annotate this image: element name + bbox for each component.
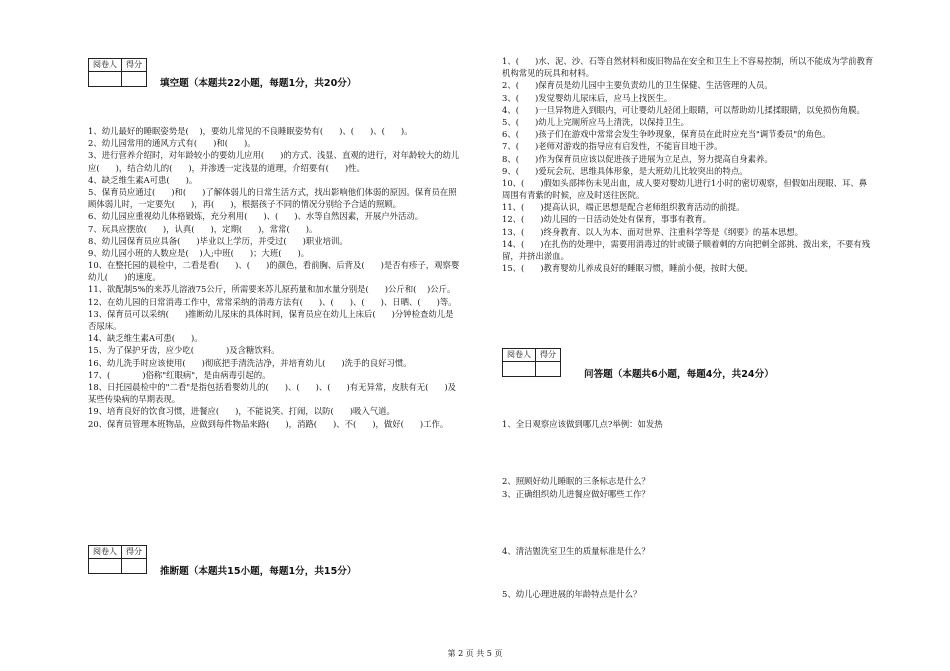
score-points-cell — [122, 558, 147, 573]
question-item: 3、进行营养介绍时，对年龄较小的要幼儿应用( )的方式、浅显、直观的进行，对年龄较大的幼儿应( )，结合幼儿的( )，并渗透一定浅显的道理，介绍要有( )性。 — [88, 150, 460, 173]
question-item: 5、保育员应通过( )和( )了解体弱儿的日常生活方式，找出影响他们体弱的原因。保育员在照顾体弱儿时，一定要先( )，再( )，根据孩子不同的情况分别给予合适的照顾。 — [88, 186, 457, 210]
score-points-label: 得分 — [536, 349, 561, 362]
qa-question-5: 5、幼儿心理进展的年龄特点是什么？ — [502, 589, 642, 599]
question-item: 2、( )保育员是幼儿园中主要负责幼儿的卫生保健、生活管理的人员。 — [502, 80, 773, 91]
question-item: 20、保育员管理本班物品，应做到每件物品来路( )，消路( )、不( )，做好( )工作。 — [88, 418, 449, 429]
score-box-fill — [88, 58, 147, 87]
question-item: 14、缺乏维生素A可患( )。 — [88, 333, 203, 344]
question-item: 9、幼儿园小班的人数应是( )人;中班( )；大班( )。 — [88, 247, 310, 258]
question-item: 17、( )俗称"红眼病"，是由病毒引起的。 — [88, 369, 271, 380]
qa-question-3: 3、正确组织幼儿进餐应做好哪些工作？ — [502, 489, 650, 499]
score-reviewer-cell — [503, 361, 536, 376]
question-item: 10、在整托园的晨检中，二看是看( )、( )的颜色，看前胸、后背及( )是否有疹子，观察婴幼儿( )的速度。 — [88, 260, 460, 283]
section-title-fill: 填空题（本题共22小题，每题1分，共20分） — [160, 78, 357, 89]
question-item: 7、玩具应摆放( )，认真( )，定期( )，常常( )。 — [88, 223, 318, 234]
question-item: 6、幼儿园应重视幼儿体格锻炼，充分利用( )、( )、水等自然因素，开展户外活动。 — [88, 211, 424, 222]
qa-question-1: 1、全日观察应该做到哪几点?举例：如发热 — [502, 419, 663, 429]
question-item: 13、保育员可以采纳( )推断幼儿尿床的具体时间，保育员应在幼儿上床后( )分钟检查幼儿是否尿床。 — [88, 308, 454, 331]
score-reviewer-label: 阅卷人 — [89, 546, 122, 559]
score-points-label: 得分 — [122, 546, 147, 559]
question-item: 15、为了保护牙齿，应少吃( )及含糖饮料。 — [88, 345, 280, 356]
score-reviewer-label: 阅卷人 — [503, 349, 536, 362]
question-item: 11、欲配制5%的来苏儿溶液75公斤，所需要来苏儿原药量和加水量分别是( )公斤和( )公斤。 — [88, 284, 456, 295]
question-item: 18、日托园晨检中的"二看"是指包括看婴幼儿的( )、( )、( )有无异常，皮肤有无( )及某些传染病的早期表现。 — [88, 381, 457, 405]
question-item: 10、( )假如头部摔伤未见出血，成人要对婴幼儿进行1小时的密切观察，但假如出现眼、耳、鼻周围有青紫的时候，应及时送往医院。 — [502, 177, 868, 201]
judge-question-list — [502, 55, 874, 274]
fill-question-list — [88, 125, 460, 430]
question-item: 5、( )幼儿上完厕所应马上清洗，以保持卫生。 — [502, 116, 689, 127]
qa-question-2: 2、照顾好幼儿睡眠的三条标志是什么？ — [502, 476, 650, 486]
question-item: 19、培育良好的饮食习惯，进餐应( )，不能说笑、打闹，以防( )吸入气道。 — [88, 406, 395, 417]
question-item: 9、( )爱玩会玩、思维具体形象，是大班幼儿比较突出的特点。 — [502, 165, 748, 176]
question-item: 13、( )终身教育、以人为本、面对世界、注重科学等是《纲要》的基本思想。 — [502, 226, 804, 237]
question-item: 4、缺乏维生素A可患( )。 — [88, 174, 198, 185]
question-item: 7、( )老师对游戏的指导应有启发性，不能盲目地干涉。 — [502, 141, 723, 152]
score-points-cell — [122, 71, 147, 86]
question-item: 15、( )教育婴幼儿养成良好的睡眠习惯，睡前小便，按时大便。 — [502, 263, 753, 274]
score-reviewer-label: 阅卷人 — [89, 59, 122, 72]
question-item: 6、( )孩子们在游戏中常常会发生争吵现象，保育员在此时应充当"调节委员"的角色。 — [502, 129, 831, 140]
question-item: 1、( )水、泥、沙、石等自然材料和废旧物品在安全和卫生上不容易控制，所以不能成为学前教育机构常见的玩具和材料。 — [502, 56, 874, 79]
score-reviewer-cell — [89, 558, 122, 573]
question-item: 11、( )提高认识，端正思想是配合老师组织教育活动的前提。 — [502, 202, 745, 213]
question-item: 3、( )发觉婴幼儿尿床后，应马上找医生。 — [502, 92, 673, 103]
qa-question-4: 4、清洁盥洗室卫生的质量标准是什么？ — [502, 546, 650, 556]
question-item: 16、幼儿洗手时应该使用( )彻底把手清洗洁净，并培育幼儿( )洗手的良好习惯。 — [88, 357, 412, 368]
question-item: 8、幼儿园保育员应具备( )毕业以上学历，并受过( )职业培训。 — [88, 235, 348, 246]
question-item: 2、幼儿园常用的通风方式有( )和( )。 — [88, 138, 256, 149]
question-item: 1、幼儿最好的睡眠姿势是( )，要幼儿常见的不良睡眠姿势有( )、( )、( )。 — [88, 126, 413, 136]
page-footer: 第 2 页 共 5 页 — [447, 649, 503, 658]
section-title-judge: 推断题（本题共15小题，每题1分，共15分） — [160, 566, 357, 577]
question-item: 12、在幼儿园的日常消毒工作中，常常采纳的消毒方法有( )、( )、( )、日晒、( )等。 — [88, 296, 457, 307]
score-points-cell — [536, 361, 561, 376]
section-title-qa: 问答题（本题共6小题，每题4分，共24分） — [584, 369, 774, 380]
score-points-label: 得分 — [122, 59, 147, 72]
question-item: 8、( )作为保育员应该以促进孩子进展为立足点，努力提高自身素养。 — [502, 153, 773, 164]
score-box-qa — [502, 348, 561, 377]
question-item: 4、( )一旦异物进入到眼内，可让婴幼儿轻闭上眼睛，可以帮助幼儿揉揉眼睛，以免损伤角膜。 — [502, 104, 865, 115]
question-item: 12、( )幼儿园的一日活动处处有保育，事事有教育。 — [502, 214, 712, 225]
score-reviewer-cell — [89, 71, 122, 86]
question-item: 14、( )在扎伤的处理中，需要用消毒过的针或镊子顺着刺的方向把刺全部挑、拨出来，不要有残留，并挤出淤血。 — [502, 238, 871, 261]
score-box-judge — [88, 545, 147, 574]
